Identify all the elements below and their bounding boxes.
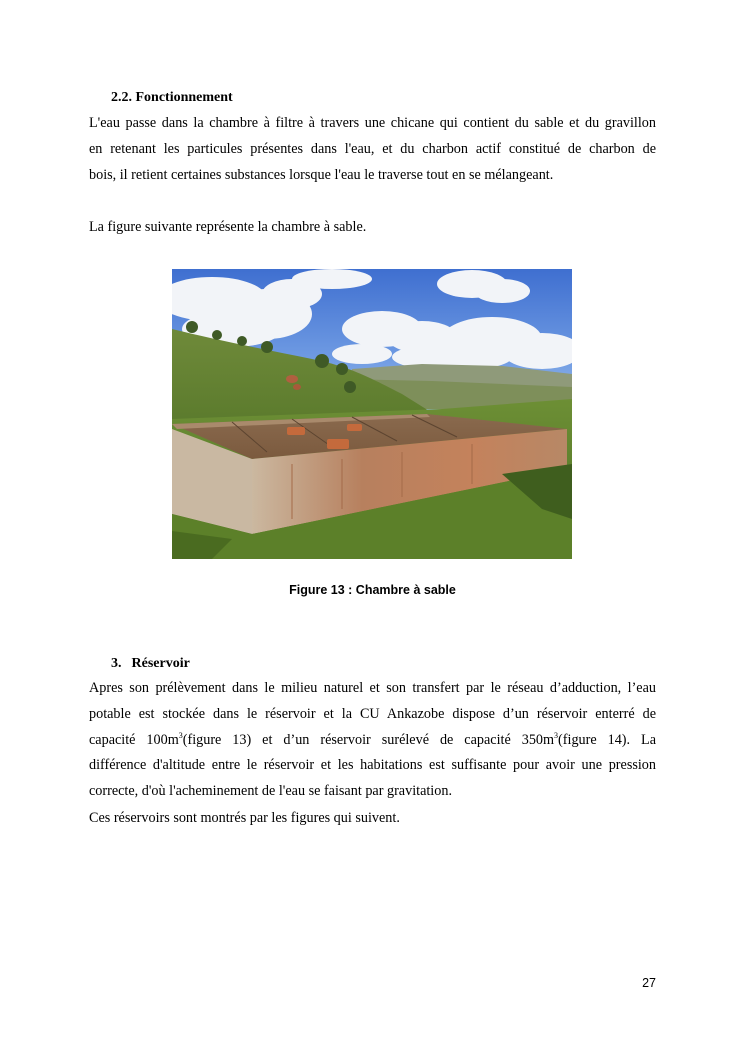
section-title: Réservoir [131,656,190,671]
paragraph-line: L'eau passe dans la chambre à filtre à travers une chicane qui contient du sable et du gravillon [89,115,656,131]
capacity-text-b: (figure 13) et d’un réservoir surélevé de capacité 350m [182,731,555,748]
page-number: 27 [642,976,656,990]
rock [293,384,301,390]
section-heading-fonctionnement: 2.2. Fonctionnement [111,90,233,105]
figure-intro-text: La figure suivante représente la chambre à sable. [89,219,367,235]
figure-caption: Figure 13 : Chambre à sable [289,583,456,597]
section-number: 3. [111,656,122,671]
superscript: 3 [554,730,559,740]
rock [286,375,298,383]
paragraph-line: bois, il retient certaines substances lorsque l'eau le traverse tout en se mélangeant. [89,166,554,183]
paragraph-line: Apres son prélèvement dans le milieu naturel et son transfert par le réseau d’adduction, l’eau [89,680,656,696]
paragraph-line-closing: Ces réservoirs sont montrés par les figures qui suivent. [89,810,400,826]
superscript: 3 [178,730,183,740]
paragraph-fonctionnement [89,111,656,188]
photo-illustration [172,269,572,559]
paragraph-line-capacity [89,728,656,754]
capacity-text-a: capacité 100m [89,731,179,748]
paragraph-line: différence d'altitude entre le réservoir et les habitations est suffisante pour avoir une pression [89,757,656,774]
capacity-text-c: (figure 14). La [558,731,656,748]
sand-chamber-photo [172,269,572,559]
paragraph-line: correcte, d'où l'acheminement de l'eau se faisant par gravitation. [89,783,452,800]
section-heading-reservoir [111,656,190,672]
paragraph-line: en retenant les particules présentes dans l'eau, et du charbon actif constitué de charbon de [89,140,656,157]
paragraph-line: potable est stockée dans le réservoir et la CU Ankazobe dispose d’un réservoir enterré de [89,705,656,722]
paragraph-reservoir [89,676,656,805]
